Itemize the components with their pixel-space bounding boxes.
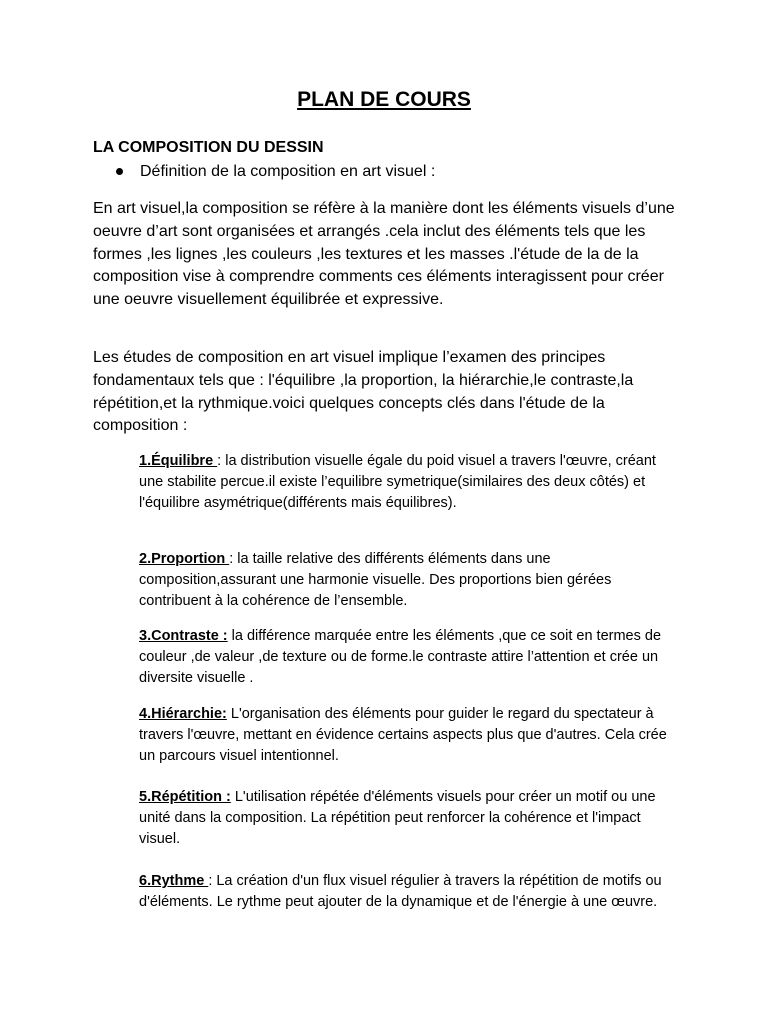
concept-text: : la distribution visuelle égale du poid visuel a travers l'œuvre, créant une stabilite percue.il existe l’equilibre symetrique(similaires des deux côtés) et l'équilibre asymétrique(différents mais équilibres). [139, 453, 656, 511]
concept-text: : La création d'un flux visuel régulier à travers la répétition de motifs ou d'éléments. Le rythme peut ajouter de la dynamique et de l'énergie à une œuvre. [139, 873, 662, 910]
bullet-item [115, 161, 435, 182]
concept-term: 4.Hiérarchie: [139, 706, 227, 722]
concept-text: L'utilisation répétée d'éléments visuels pour créer un motif ou une unité dans la composition. La répétition peut renforcer la cohérence et l'impact visuel. [139, 789, 656, 847]
concept-text: L'organisation des éléments pour guider le regard du spectateur à travers l'œuvre, mettant en évidence certains aspects plus que d'autres. Cela crée un parcours visuel intentionnel. [139, 706, 667, 764]
concept-repetition [139, 787, 679, 849]
page-title: PLAN DE COURS [297, 88, 471, 111]
bullet-dot-icon [116, 168, 123, 175]
concept-term: 5.Répétition : [139, 789, 231, 805]
section-heading: LA COMPOSITION DU DESSIN [93, 139, 324, 156]
intro-paragraph: En art visuel,la composition se réfère à la manière dont les éléments visuels d’une oeuvre d’art sont organisées et arrangés .cela inclut des éléments tels que les formes ,les lignes ,les couleurs ,les textures et les masses .l'étude de la de la composition vise à comprendre comments ces éléments interagissent pour créer une oeuvre visuellement équilibrée et expressive. [93, 200, 675, 309]
concept-rythme [139, 871, 679, 913]
principles-paragraph: Les études de composition en art visuel implique l’examen des principes fondamentaux tels que : l'équilibre ,la proportion, la hiérarchie,le contraste,la répétition,et la rythmique.voici quelques concepts clés dans l'étude de la composition : [93, 349, 634, 435]
concept-term: 2.Proportion [139, 551, 230, 567]
concept-term: 3.Contraste : [139, 628, 228, 644]
concept-term: 6.Rythme [139, 873, 209, 889]
bullet-text: Définition de la composition en art visuel : [140, 163, 436, 180]
concept-proportion [139, 549, 679, 611]
concept-hierarchie [139, 704, 679, 766]
concept-text: la différence marquée entre les éléments ,que ce soit en termes de couleur ,de valeur ,de texture ou de forme.le contraste attire l’attention et crée un diversite visuelle . [139, 628, 662, 686]
concept-contraste [139, 626, 679, 688]
concept-text: : la taille relative des différents éléments dans une composition,assurant une harmonie visuelle. Des proportions bien gérées contribuent à la cohérence de l’ensemble. [139, 551, 612, 609]
concept-equilibre [139, 451, 679, 513]
concept-term: 1.Équilibre [139, 453, 218, 469]
